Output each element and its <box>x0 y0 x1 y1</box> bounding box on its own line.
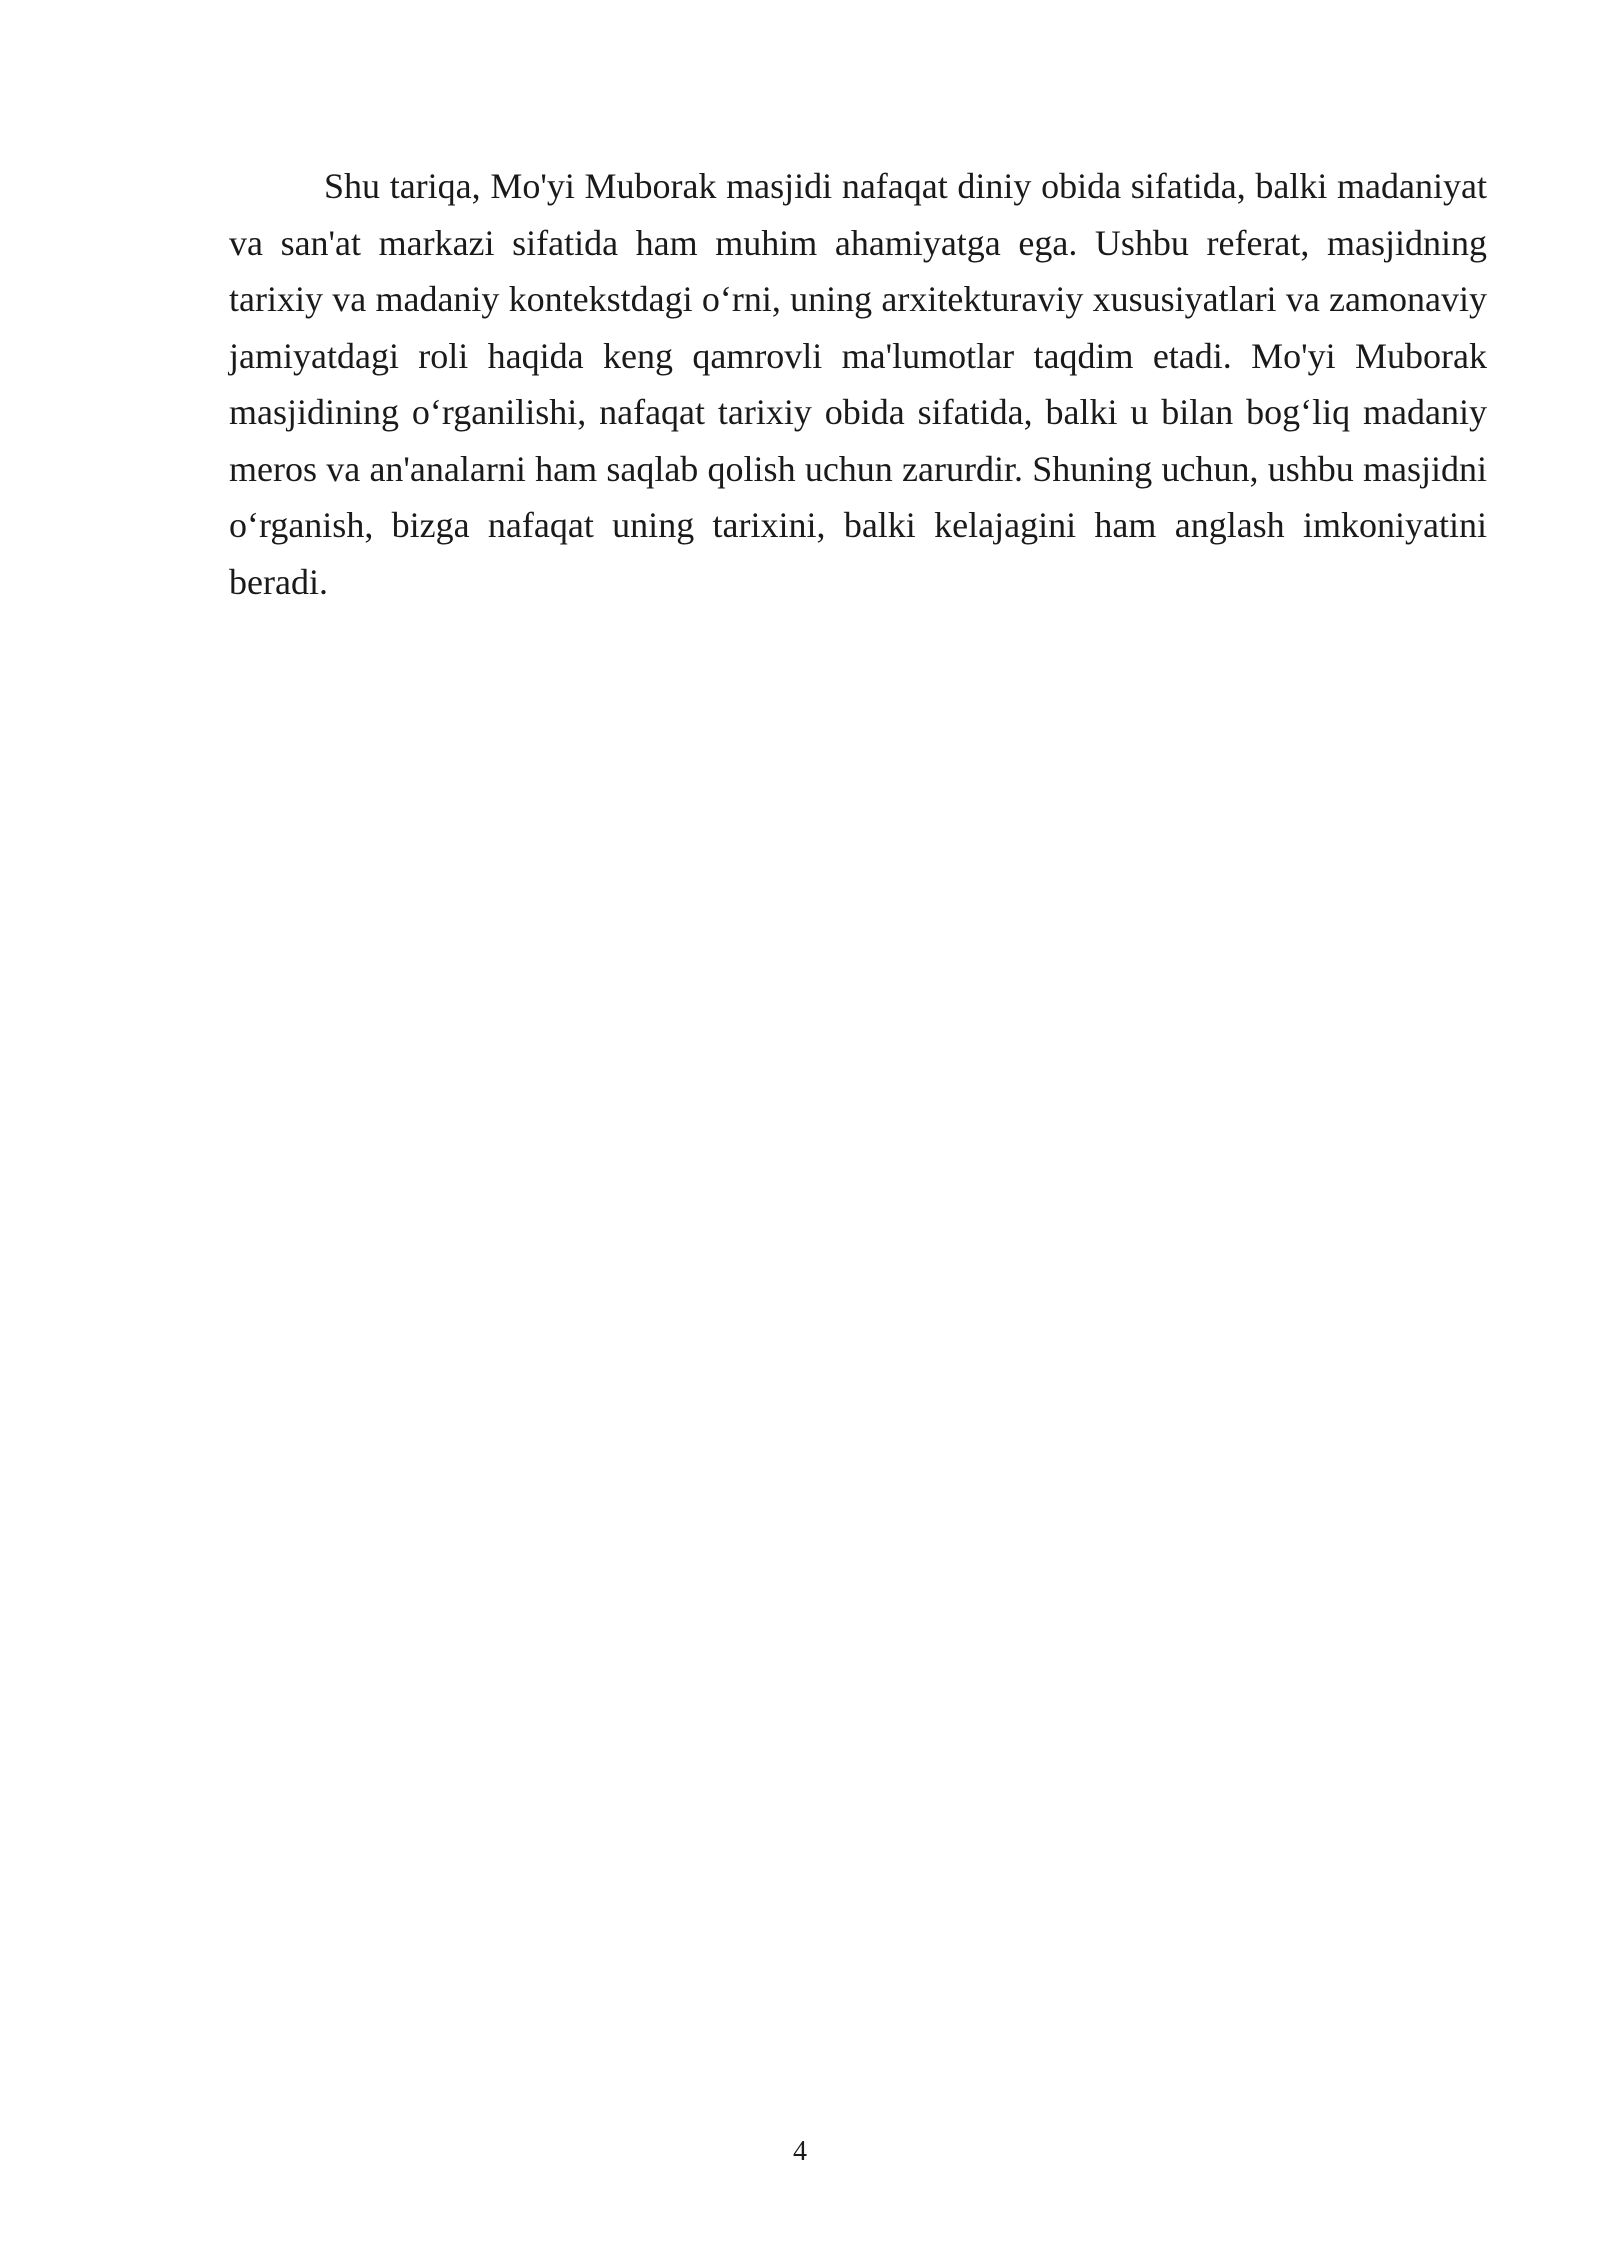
body-paragraph: Shu tariqa, Mo'yi Muborak masjidi nafaqat diniy obida sifatida, balki madaniyat va san'at markazi sifatida ham muhim ahamiyatga ega. Ushbu referat, masjidning tarixiy va madaniy kontekstdagi o‘rni, uning arxitekturaviy xususiyatlari va zamonaviy jamiyatdagi roli haqida keng qamrovli ma'lumotlar taqdim etadi. Mo'yi Muborak masjidining o‘rganilishi, nafaqat tarixiy obida sifatida, balki u bilan bog‘liq madaniy meros va an'analarni ham saqlab qolish uchun zarurdir. Shuning uchun, ushbu masjidni o‘rganish, bizga nafaqat uning tarixini, balki kelajagini ham anglash imkoniyatini beradi. <box>229 166 1487 602</box>
page-number: 4 <box>793 2136 807 2167</box>
